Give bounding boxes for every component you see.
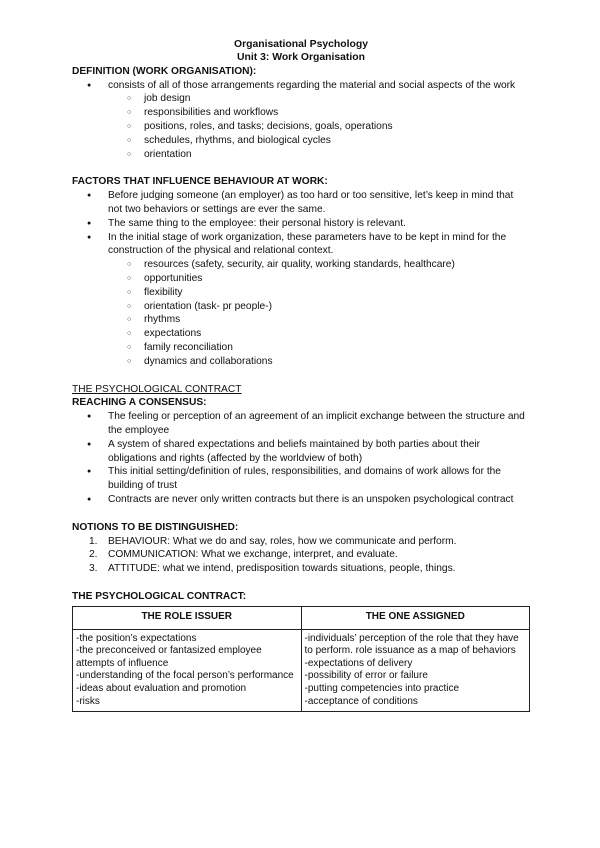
- table-line: -the position’s expectations: [76, 632, 197, 644]
- contract-table: [72, 606, 530, 713]
- notion-number: 1.: [89, 535, 98, 547]
- document-subtitle: Unit 3: Work Organisation: [237, 52, 365, 64]
- consensus-list: [72, 410, 530, 507]
- table-line: -possibility of error or failure: [304, 670, 428, 682]
- factors-sub-item: ○ resources (safety, security, air quality, working standards, healthcare): [72, 258, 530, 272]
- factors-sub-item: ○ rhythms: [72, 313, 530, 327]
- contract-table-heading: THE PSYCHOLOGICAL CONTRACT:: [72, 590, 247, 602]
- consensus-bullet: ● This initial setting/definition of rules, responsibilities, and domains of work allows for the building of trust: [72, 465, 530, 493]
- definition-bullet: ● consists of all of those arrangements regarding the material and social aspects of the work: [72, 79, 530, 93]
- definition-list: [72, 79, 530, 162]
- table-header-row: [73, 606, 530, 629]
- factors-bullet: ● The same thing to the employee: their personal history is relevant.: [72, 217, 530, 231]
- definition-sub-item: ○ schedules, rhythms, and biological cycles: [72, 134, 530, 148]
- factors-heading: FACTORS THAT INFLUENCE BEHAVIOUR AT WORK:: [72, 176, 328, 188]
- table-row: [73, 629, 530, 712]
- factors-bullet: ● In the initial stage of work organization, these parameters have to be kept in mind for the construction of the physical and relational context.: [72, 231, 530, 259]
- factors-sub-item: ○ opportunities: [72, 272, 530, 286]
- notions-heading: NOTIONS TO BE DISTINGUISHED:: [72, 521, 239, 533]
- role-issuer-header: THE ROLE ISSUER: [73, 606, 302, 629]
- one-assigned-header: THE ONE ASSIGNED: [301, 606, 530, 629]
- table-line: -ideas about evaluation and promotion: [76, 683, 247, 695]
- consensus-heading: REACHING A CONSENSUS:: [72, 397, 207, 409]
- factors-sub-item: ○ dynamics and collaborations: [72, 355, 530, 369]
- notion-item: [72, 562, 530, 576]
- consensus-bullet: ● A system of shared expectations and beliefs maintained by both parties about their obligations and rights (affected by the worldview of both): [72, 438, 530, 466]
- notion-number: 2.: [89, 549, 98, 561]
- definition-heading: DEFINITION (WORK ORGANISATION):: [72, 65, 257, 77]
- notion-item: [72, 548, 530, 562]
- table-line: -the preconceived or fantasized employee attempts of influence: [76, 645, 262, 669]
- table-line: -risks: [76, 695, 100, 707]
- definition-sub-item: ○ positions, roles, and tasks; decisions, goals, operations: [72, 120, 530, 134]
- definition-sub-item: ○ orientation: [72, 148, 530, 162]
- definition-sub-item: ○ job design: [72, 92, 530, 106]
- factors-sub-item: ○ flexibility: [72, 286, 530, 300]
- table-line: -acceptance of conditions: [304, 695, 418, 707]
- role-issuer-cell: [73, 629, 302, 712]
- contract-section-title: THE PSYCHOLOGICAL CONTRACT: [72, 383, 242, 395]
- consensus-bullet: ● Contracts are never only written contracts but there is an unspoken psychological contract: [72, 493, 530, 507]
- factors-sub-item: ○ orientation (task- pr people-): [72, 300, 530, 314]
- notion-text: ATTITUDE: what we intend, predisposition towards situations, people, things.: [108, 563, 456, 575]
- document-page: [72, 38, 530, 712]
- table-line: -understanding of the focal person’s performance: [76, 670, 294, 682]
- one-assigned-cell: [301, 629, 530, 712]
- table-line: -individuals’ perception of the role that they have to perform. role issuance as a map of behaviors: [304, 632, 519, 657]
- factors-sub-item: ○ family reconciliation: [72, 341, 530, 355]
- notion-number: 3.: [89, 563, 98, 575]
- notion-text: COMMUNICATION: What we exchange, interpret, and evaluate.: [108, 549, 398, 561]
- notion-text: BEHAVIOUR: What we do and say, roles, how we communicate and perform.: [108, 535, 457, 547]
- table-line: -expectations of delivery: [304, 657, 413, 669]
- notion-item: [72, 535, 530, 549]
- factors-list: [72, 189, 530, 368]
- factors-bullet: ● Before judging someone (an employer) as too hard or too sensitive, let’s keep in mind that not two behaviors or settings are ever the same.: [72, 189, 530, 217]
- factors-sub-item: ○ expectations: [72, 327, 530, 341]
- definition-sub-item: ○ responsibilities and workflows: [72, 106, 530, 120]
- notions-list: [72, 535, 530, 576]
- consensus-bullet: ● The feeling or perception of an agreement of an implicit exchange between the structure and the employee: [72, 410, 530, 438]
- document-title: Organisational Psychology: [234, 39, 368, 50]
- table-line: -putting competencies into practice: [304, 683, 460, 695]
